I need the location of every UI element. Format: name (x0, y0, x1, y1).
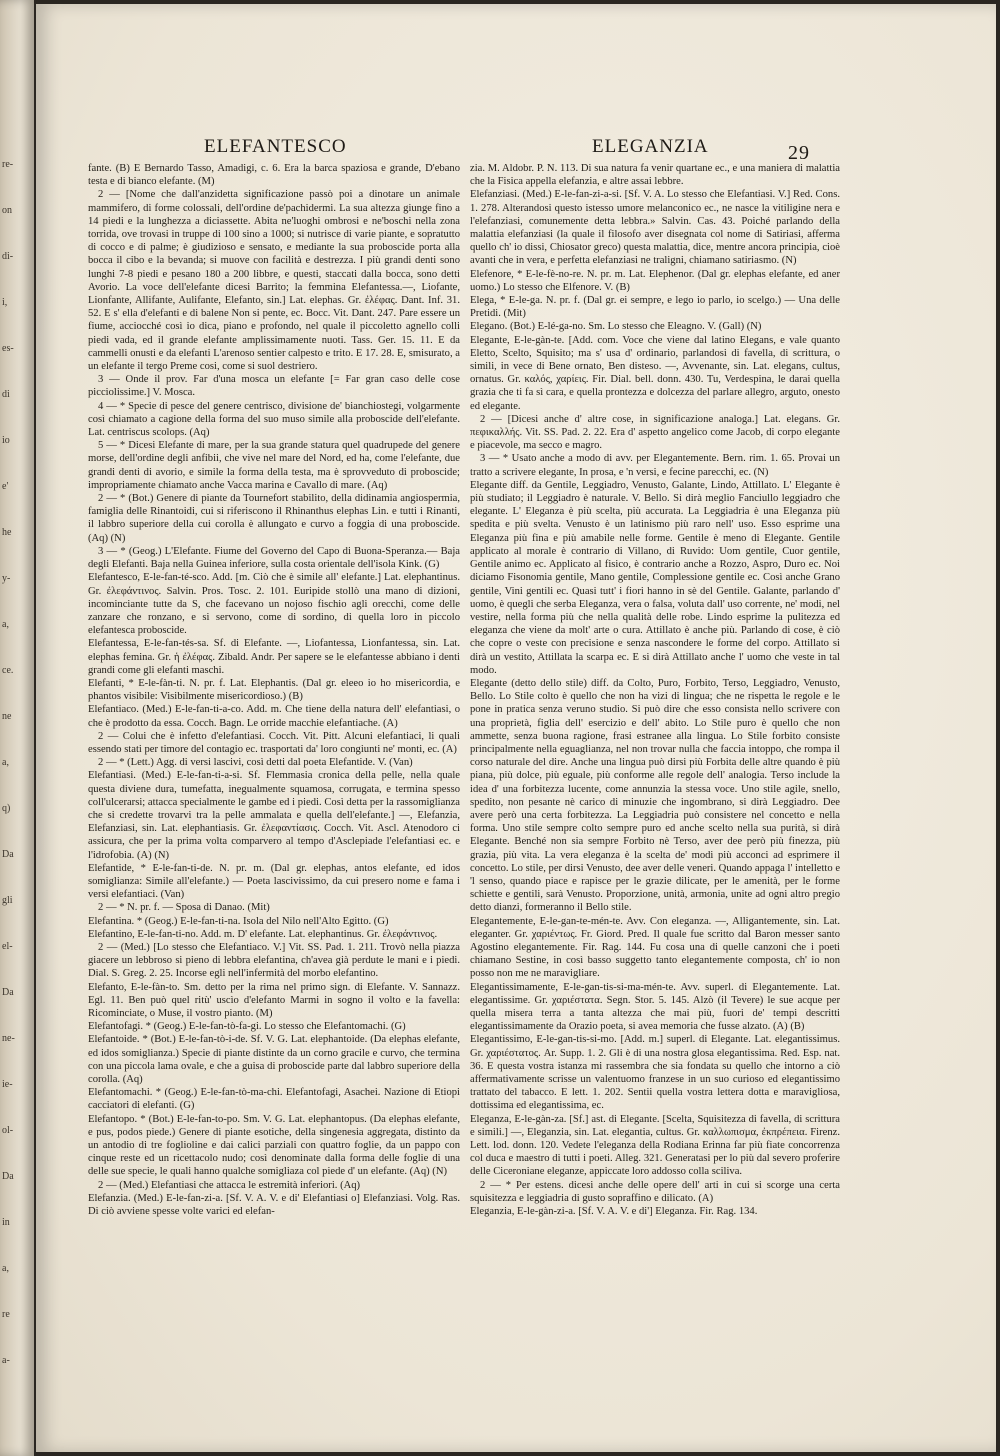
dictionary-entry: Elefantomachi. * (Geog.) E-le-fan-tò-ma-chi. Elefantofagi, Asachei. Nazione di Etiopi cacciatori di elefanti. (G) (88, 1087, 460, 1112)
previous-page-edge (0, 0, 34, 1456)
dictionary-entry: fante. (B) E Bernardo Tasso, Amadigi, c. 6. Era la barca spaziosa e grande, D'ebano testa e di bianco elefante. (M) (88, 163, 460, 188)
dictionary-entry: zia. M. Aldobr. P. N. 113. Di sua natura fa venir quartane ec., e una maniera di malattia che la Fisica appella elefanzia, e altre assai lebbre. (470, 163, 840, 188)
dictionary-entry: Elefantina. * (Geog.) E-le-fan-ti-na. Isola del Nilo nell'Alto Egitto. (G) (88, 915, 389, 927)
margin-fragment: on (2, 205, 12, 216)
dictionary-entry: 2 — (Med.) Elefantiasi che attacca le estremità inferiori. (Aq) (98, 1179, 361, 1191)
dictionary-entry: 5 — * Dicesi Elefante di mare, per la sua grande statura quel quadrupede del genere morse, dell'ordine degli anfibii, che vive nel mare del Nord, ed ha, come l'elefante, due grandi denti di avorio, e simile la forma della testa, ma è sprovveduto di proboscide; impropriamente chiamato anche Vacca marina e Cavallo di mare. (Aq) (88, 440, 460, 491)
margin-fragment: q) (2, 803, 11, 814)
dictionary-entry: 2 — * Per estens. dicesi anche delle opere dell' arti in cui si scorge una certa squisitezza e leggiadria di gusto sopraffino e dilicato. (A) (470, 1179, 840, 1204)
running-head (36, 136, 996, 164)
dictionary-entry: 2 — [Nome che dall'anzidetta significazione passò poi a dinotare un animale mammifero, di forme colossali, dell'ordine de'pachidermi. La sua altezza giunge fino a 14 piedi e la lunghezza a diciassette. Abita ne'luoghi ombrosi e ne'boschi nella zona torrida, ove trovasi in truppe di 100 sino a 1000; si nutrisce di varie piante, e sopratutto di cocco e di palme; è giudizioso e sensato, e mediante la sua proboscide porta alla bocca il cibo e la bevanda; si muove con facilità e destrezza. I più grandi denti sono lunghi 7-8 piedi e pesano 180 a 200 libbre, e questi, staccati dalla bocca, sono detti Avorio. La voce dell'elefante dicesi Barrito; la femmina Elefantessa.—, Liofante, Lionfante, Allifante, Aulifante, Elefanto, sin.] Lat. elephas. Gr. ἐλέφας. Dant. Inf. 31. 52. E s' ella d'elefanti e di balene Non si pente, ec. Bocc. Vit. Dant. 247. Pare essere un fiume, acciocché così io dica, piano e profondo, nel quale il piccoletto agnello colli piedi vada, ed il grande elefante amplissimamente nuoti. Tass. Ger. 15. 11. E da cammelli onusti e da elefanti L'arenoso sentier calpesto e trito. E 17. 28. E, smisurato, a un elefante il tergo Preme cosi, come si suol destriero. (88, 189, 460, 373)
dictionary-entry: Elega, * E-le-ga. N. pr. f. (Dal gr. ei sempre, e lego io parlo, io scelgo.) — Una delle Pretidi. (Mit) (470, 295, 840, 320)
margin-fragment: a, (2, 757, 9, 768)
dictionary-entry: Eleganza, E-le-gàn-za. [Sf.] ast. di Elegante. [Scelta, Squisitezza di favella, di scrittura e simili.] —, Eleganzia, sin. Lat. elegantia, cultus. Gr. καλλωπισμα, ἐκπρέπεια. Firenz. Lett. lod. donn. 120. Vedete l'eleganza della Rodiana Erinna far più fiate concorrenza col duca e maestro di tutti i poeti. Alleg. 321. Generatasi per lo più dal severo proferire delle Ciceroniane eleganze, appiccate loro addosso colla scilivа. (470, 1113, 840, 1178)
margin-fragment: ce. (2, 665, 14, 676)
dictionary-entry: 2 — [Dicesi anche d' altre cose, in significazione analoga.] Lat. elegans. Gr. πεφικαλλής. Vit. SS. Pad. 2. 22. Era d' aspetto angelico come Jacob, di corpo elegante e piacevole, ma secco e magro. (470, 413, 840, 452)
dictionary-entry: Elefantofagi. * (Geog.) E-le-fan-tò-fa-gi. Lo stesso che Elefantomachi. (G) (88, 1021, 406, 1033)
margin-fragment: e' (2, 481, 9, 492)
dictionary-entry: Elefantiasi. (Med.) E-le-fan-ti-a-si. Sf. Flemmasia cronica della pelle, nella quale questa diviene dura, tumefatta, inegualmente squamosa, corrugata, e termina spesso coll'ulcerarsi; attacca specialmente le gambe ed i piedi. Così detta per la rassomiglianza che si credette trovarvi tra la pelle ammalata e quella dell'elefante.] —, Elefanzia, Elefanziasi, sin. Lat. elephantiasis. Gr. ἐλεφαντίασις. Cocch. Vit. Ascl. Atenodoro ci assicura, che per la prima volta comparvero al tempo d'Asclepiade l'elefantiasi ec. e l'idrofobia. (A) (N) (88, 770, 460, 861)
dictionary-entry: Elefanzia. (Med.) E-le-fan-zi-a. [Sf. V. A. V. e di' Elefantiasi o] Elefanziasi. Volg. Ras. Di ciò avviene spesse volte varici ed elefan- (88, 1192, 460, 1218)
margin-fragment: ol- (2, 1125, 14, 1136)
margin-fragment: a, (2, 619, 9, 630)
margin-fragment: a, (2, 1263, 9, 1274)
dictionary-entry: Elegantissimamente, E-le-gan-tis-si-ma-mén-te. Avv. superl. di Elegantemente. Lat. elegantissime. Gr. χαριέστατα. Segn. Stor. 5. 145. Alzò (il Tevere) le sue acque per quella misera terra a tanta altezza che mai più, fuori de' tempi descritti elegantissimamente da Orazio poeta, si avea memoria che fusse alzato. (A) (B) (470, 981, 840, 1033)
dictionary-entry: 2 — (Med.) [Lo stesso che Elefantiaco. V.] Vit. SS. Pad. 1. 211. Trovò nella piazza giacere un lebbroso si pieno di lebbra elefantina, ch'avea già perdute le mani e i piedi. Dial. S. Greg. 2. 25. Incorse egli nell'infermità del morbo elefantino. (88, 941, 460, 980)
dictionary-entry: Elefanti, * E-le-fàn-ti. N. pr. f. Lat. Elephantis. (Dal gr. eleeo io ho misericordia, e phantos visibile: Visibilmente misericordioso.) (B) (88, 677, 460, 703)
margin-fragment: di (2, 389, 10, 400)
margin-fragment: el- (2, 941, 13, 952)
right-column (470, 162, 840, 1444)
margin-fragment: i, (2, 297, 8, 308)
margin-fragment: Da (2, 1171, 14, 1182)
dictionary-entry: Elefantiaco. (Med.) E-le-fan-ti-a-co. Add. m. Che tiene della natura dell' elefantiasi, o che è prodotto da essa. Cocch. Bagn. Le orride macchie elefantiache. (A) (88, 704, 460, 729)
dictionary-entry: 2 — * (Bot.) Genere di piante da Tournefort stabilito, della didinamia angiospermia, famiglia delle Rinantoidi, cui si riferiscono il Rhinanthus elephas Lin. e tutti i Rinanti, il labbro superiore della cui corolla è allungato e curvo a foggia di una proboscide. (Aq) (N) (88, 493, 460, 544)
dictionary-entry: Elefantino, E-le-fan-ti-no. Add. m. D' elefante. Lat. elephantinus. Gr. ἐλεφάντινος. (88, 928, 438, 940)
margin-fragment: di- (2, 251, 14, 262)
dictionary-entry: 3 — * (Geog.) L'Elefante. Fiume del Governo del Capo di Buona-Speranza.— Baja degli Elefanti. Baja nella Guinea inferiore, sulla costa orientale dell'isola Kink. (G) (88, 545, 460, 571)
dictionary-entry: 3 — Onde il prov. Far d'una mosca un elefante [= Far gran caso delle cose picciolissime.] V. Mosca. (88, 374, 460, 399)
dictionary-entry: Elefanto, E-le-fàn-to. Sm. detto per la rima nel primo sign. di Elefante. V. Sannazz. Egl. 11. Ben può quel ritù' uscìo d'elefanto Marmi in sogno il volto e la favella: Ricominciate, o Muse, il vostro pianto. (M) (88, 981, 460, 1019)
margin-fragment: re (2, 1309, 10, 1320)
dictionary-entry: Elegante (detto dello stile) diff. da Colto, Puro, Forbito, Terso, Leggiadro, Venusto, Bello. Lo Stile colto è quello che non ha vizi di lingua; che ne rispetta le regole e le pone in pratica senza veruno studio. Si può dire che esso consista nello scrivere con una proprietà, figlia dell' esercizio e dell' abito. Lo Stile puro è quello che non ammette, senza buona ragione, frasi estranee alla lingua. Lo Stile forbito consiste principalmente nella eguaglianza, nel non trovar nulla che faccia intoppo, che rompa il corso naturale del dire. Anche una lingua può dirsi più Forbita delle altre quando è più piana, più dolce, più eguale, più conforme alle regole dell' analogia. Terso include la idea d' una forbitezza lucente, come annunzia la stessa voce. Uno stile agile, snello, spedito, non pesante nè carico di minuzie che ingombrano, si dirà Leggiadro. Dee avere però una certa forbitezza. La Leggiadria può consistere nel concetto e nella forma. Uno stile sempre colto sempre puro ed anche scelto nella sua purità, si dirà Elegante. Benché non sia sempre Forbito nè Terso, aver dee però più finezza, più grazia, più vita. La vera eleganza è la scelta de' modi più acconci ad esprimere il concetto. Lo stile, per dirsi Venusto, dee aver delle veneri. Quando appaga l' intelletto e 'l senso, quando piace e rapisce per le grazie dilicate, per le amenità, per le forme schiette e gentili, sarà Venusto. Proporzione, unità, armonia, unite ad ogni altro pregio detto dianzi, formeranno il Bello stile. (470, 677, 840, 914)
dictionary-entry: Elegantissimo, E-le-gan-tis-si-mo. [Add. m.] superl. di Elegante. Lat. elegantissimus. Gr. χαριέστατος. Ar. Supp. 1. 2. Gli è di una nostra glosa elegantissima. Red. Esp. nat. 36. E questa vostra istanza mi rassembra che sia fondata su quello che intorno a ciò affermativamente scrisse un valentuomo franzese in un suo curioso ed elegantissimo trattato del tabacco. E lett. 1. 202. Sentii quella vostra lettera dotta e maravigliosa, dottissima ed elegantissima, ec. (470, 1034, 840, 1112)
margin-fragment: ie- (2, 1079, 13, 1090)
dictionary-entry: 4 — * Specie di pesce del genere centrisco, divisione de' bianchiostegi, volgarmente così chiamato a cagione della forma del suo muso simile alla proboscide dell'elefante. Lat. centriscus scolops. (Aq) (88, 400, 460, 439)
margin-fragment: re- (2, 159, 14, 170)
dictionary-entry: Eleganzia, E-le-gàn-zi-a. [Sf. V. A. V. e di'] Eleganza. Fir. Rag. 134. (470, 1206, 758, 1218)
dictionary-entry: Elegante, E-le-gàn-te. [Add. com. Voce che viene dal latino Elegans, e vale quanto Eletto, Scelto, Squisito; ma s' usa d' ordinario, parlandosi di favella, di scrittura, o simili, in vece di Bene ornato, Ben disteso. —, Avvenante, sin. Lat. elegans, cultus, ornatus. Gr. καλός, χαρίεις. Fir. Dial. bell. donn. 430. Tu, Verdespina, le darai quella grazia che ti fa sì cara, e quella prontezza e dolcezza del parlare allegro, arguto, onesto ed elegante. (470, 334, 840, 412)
dictionary-entry: Elegantemente, E-le-gan-te-mén-te. Avv. Con eleganza. —, Alligantemente, sin. Lat. eleganter. Gr. χαριέντως. Fr. Giord. Pred. Il quale fue scritto dal Baron messer santo Agostino elegantemente. Fir. Rag. 144. Fu cosa una di quelle canzoni che i poeti chiamano Sestine, in così basso suggetto tanto elegantemente composta, ch' io non posso non me ne maravigliare. (470, 915, 840, 980)
dictionary-entry: Elefanziasi. (Med.) E-le-fan-zi-a-si. [Sf. V. A. Lo stesso che Elefantiasi. V.] Red. Cons. 1. 278. Alterandosi questo istesso umore melanconico ec., ne nasce la vitiligine nera e l'elefanziasi, comunemente detta lebbra.» Salvin. Cas. 43. Poiché parlando della malattia elefanziasi (la quale il filosofo aver disegnata col nome di Satiriasi, afferma quello ch' io dissi, Chiosator greco) questa malattia, dice, mentre ancora principia, cioè avanti che in vera, e perfetta elefanziasi ne traligni, chiamano satiriasmo. (N) (470, 189, 840, 267)
dictionary-entry: Elefantesco, E-le-fan-té-sco. Add. [m. Ciò che è simile all' elefante.] Lat. elephantinus. Gr. ἐλεφάντινος. Salvin. Pros. Tosc. 2. 101. Euripide stollò una mano di dizioni, incominciante tutte da S, che facevano un nojoso fischio agli orecchi, come delle zanzare che ronzano, e si servono, come di sordino, di quella loro in piccolo elefantesca proboscide. (88, 572, 460, 637)
dictionary-entry: Elefantessa, E-le-fan-tés-sa. Sf. di Elefante. —, Liofantessa, Lionfantessa, sin. Lat. elephas femina. Gr. ἡ ἐλέφας. Zibald. Andr. Per sapere se le elefantesse abbiano i denti grandi come gli elefanti maschi. (88, 638, 460, 676)
running-head-right: ELEGANZIA (592, 136, 709, 157)
margin-fragment: ne (2, 711, 12, 722)
left-column (88, 162, 460, 1444)
dictionary-entry: Elegante diff. da Gentile, Leggiadro, Venusto, Galante, Lindo, Attillato. L' Elegante è più studiato; il Leggiadro è naturale. V. Bello. Si dirà meglio Fanciullo leggiadro che elegante. L' Eleganza è più scelta, più accurata. La Leggiadria è una Eleganza più spedita e più svelta. Venusto è un latinismo più raro nell' uso. Esso esprime una Eleganza più fina e più amabile nelle forme. Gentile è meno di Elegante. Gentile applicato al morale è contrario di Villano, di Ruvido: Uom gentile, Cuor gentile, Gentile animo ec. Applicato al fisico, è contrario anche a Rozzo, Aspro, Duro ec. Noi diciamo Fisonomia gentile, Mano gentile, Complessione gentile ec. Così anche Grano gentile, Vini gentili ec. Quasi tutt' i fiori hanno in sè del Gentile. Galante, parlando d' uomo, è quegli che serba Eleganza, vera o falsa, voluta dall' uso corrente, ne' modi, nel vestire, nella forma più che nella qualità delle robe. Lindo esprime la pulitezza ed eleganza che viene da molt' arte o cura. Attillato è anche più. Parlando di cose, è ciò che copre o veste con precisione e senza nascondere le forme del corpo. Attillato si dirà un vestito, Attillata la scarpa ec. E si dirà Attillato anche l' uomo che veste in tal modo. (470, 479, 840, 676)
margin-fragment: ne- (2, 1033, 15, 1044)
margin-fragment: in (2, 1217, 10, 1228)
margin-fragment: he (2, 527, 12, 538)
dictionary-entry: 2 — * N. pr. f. — Sposa di Danao. (Mit) (98, 902, 270, 914)
running-head-left: ELEFANTESCO (204, 136, 347, 157)
margin-fragment: es- (2, 343, 14, 354)
dictionary-entry: 2 — Colui che è infetto d'elefantiasi. Cocch. Vit. Pitt. Alcuni elefantiaci, li quali essendo stati per timore del contagio ec. trasportati da' loro congiunti ne' monti, ec. (A) (88, 730, 460, 755)
dictionary-entry: 2 — * (Lett.) Agg. di versi lascivi, così detti dal poeta Elefantide. V. (Van) (98, 757, 413, 769)
margin-fragment: a- (2, 1355, 10, 1366)
page-number: 29 (788, 142, 810, 164)
margin-fragment: io (2, 435, 10, 446)
margin-fragment: y- (2, 573, 11, 584)
dictionary-entry: Elefantopo. * (Bot.) E-le-fan-to-po. Sm. V. G. Lat. elephantopus. (Da elephas elefante, e pus, podos piede.) Genere di piante esotiche, della singenesia aggregata, distinto da un antodio di tre foglioline e dai calici parziali con quattro foglie, da un pappo con cinque reste ed un ricettacolo nudo; così denominate dalla forma delle foglie di una delle sue specie, le quali hanno qualche somigliaza col piede d' un elefante. (Aq) (N) (88, 1113, 460, 1178)
dictionary-page (36, 4, 996, 1452)
margin-fragment: Da (2, 849, 14, 860)
margin-fragment: Da (2, 987, 14, 998)
dictionary-entry: Elefenore, * E-le-fè-no-re. N. pr. m. Lat. Elephenor. (Dal gr. elephas elefante, ed aner uomo.) Lo stesso che Elfenore. V. (B) (470, 268, 840, 293)
dictionary-entry: Elefantoide. * (Bot.) E-le-fan-tò-i-de. Sf. V. G. Lat. elephantoide. (Da elephas elefante, ed idos somiglianza.) Specie di piante distinte da un corno gracile e curvo, che termina con una piccola lama ovale, e che a guisa di proboscide parte dal labbro superiore della corolla. (Aq) (88, 1034, 460, 1086)
dictionary-entry: Elefantide, * E-le-fan-ti-de. N. pr. m. (Dal gr. elephas, antos elefante, ed idos somiglianza: Simile all'elefante.) — Poeta lascivissimo, da cui presero nome e fama i versi elefantiaci. (Van) (88, 862, 460, 901)
margin-fragment: gli (2, 895, 13, 906)
dictionary-entry: Elegano. (Bot.) E-lé-ga-no. Sm. Lo stesso che Eleagno. V. (Gall) (N) (470, 321, 762, 333)
dictionary-entry: 3 — * Usato anche a modo di avv. per Elegantemente. Bern. rim. 1. 65. Provai un tratto a scrivere elegante, In prosa, e 'n versi, e fecine parecchi, ec. (N) (470, 453, 840, 478)
